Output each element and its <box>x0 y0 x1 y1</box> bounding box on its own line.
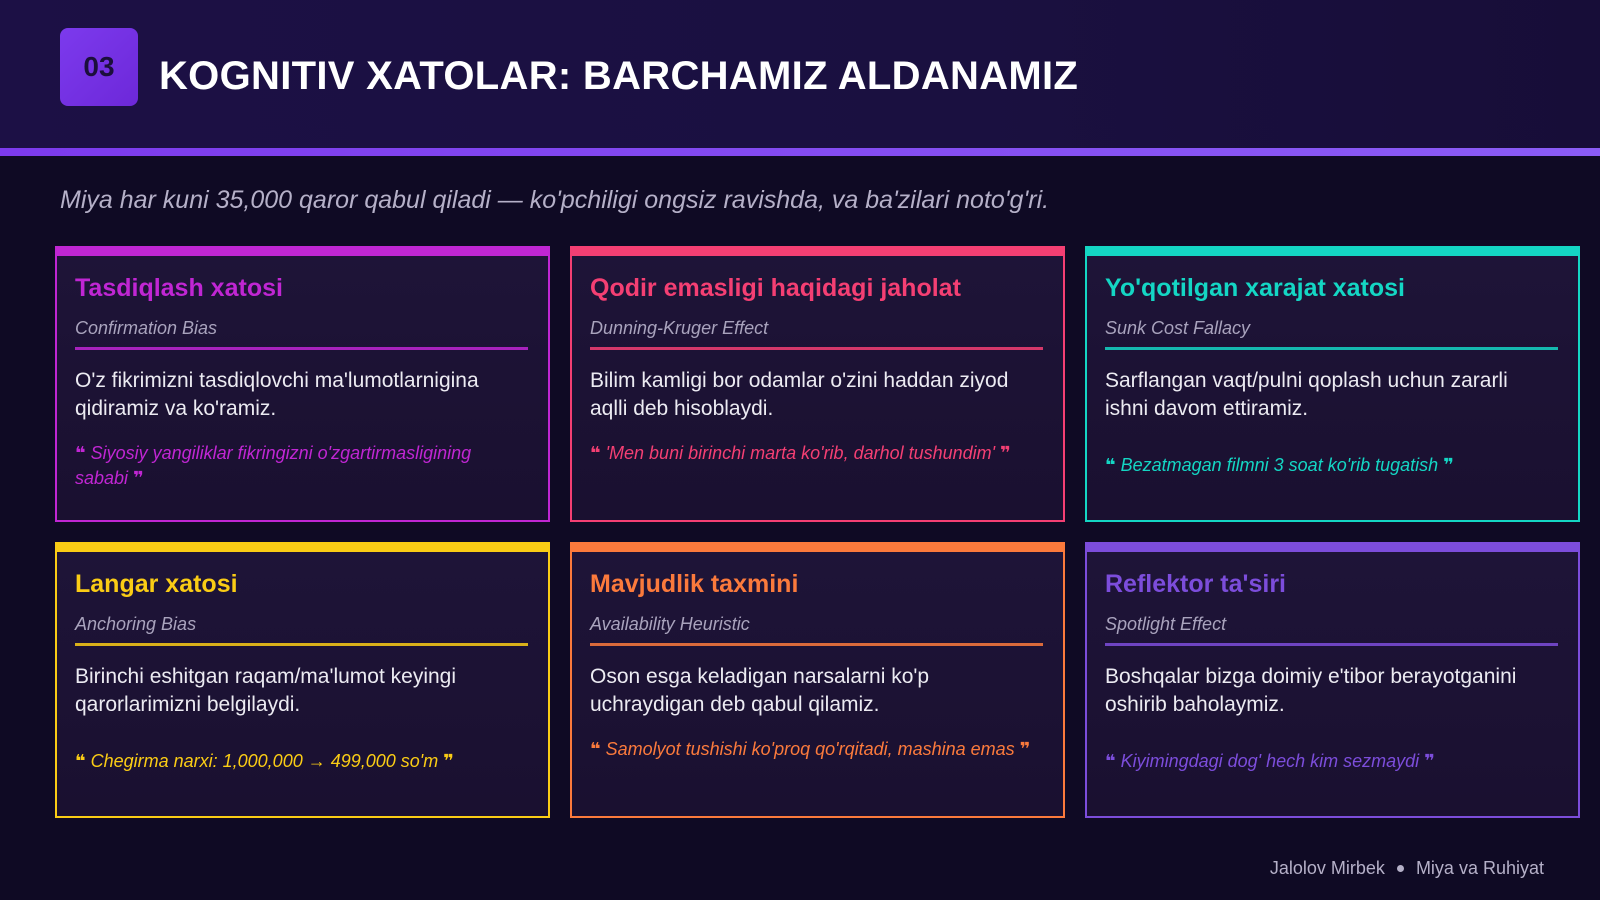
card-english-name: Dunning-Kruger Effect <box>590 318 769 338</box>
card-divider <box>1105 643 1558 646</box>
card-confirmation-bias <box>55 246 550 522</box>
open-quote-icon: ❝ <box>1105 751 1116 771</box>
card-example-text: Chegirma narxi: 1,000,000 → 499,000 so'm <box>90 751 439 771</box>
card-accent-bar <box>1085 246 1580 256</box>
open-quote-icon: ❝ <box>590 739 601 759</box>
card-dunning-kruger <box>570 246 1065 522</box>
card-example <box>75 749 525 774</box>
card-accent-bar <box>570 246 1065 256</box>
card-accent-bar <box>1085 542 1580 552</box>
card-english-name: Availability Heuristic <box>590 614 750 634</box>
card-example-text: Kiyimingdagi dog' hech kim sezmaydi <box>1120 751 1420 771</box>
card-example-text: Siyosiy yangiliklar fikringizni o'zgartirmasligining sababi <box>75 443 472 488</box>
open-quote-icon: ❝ <box>1105 455 1116 475</box>
card-description: Boshqalar bizga doimiy e'tibor berayotganini oshirib baholaymiz. <box>1105 665 1517 716</box>
card-sunk-cost <box>1085 246 1580 522</box>
card-title: Yo'qotilgan xarajat xatosi <box>1105 274 1405 302</box>
close-quote-icon: ❞ <box>1000 443 1011 463</box>
section-number-badge: 03 <box>60 28 138 106</box>
card-example-text: Bezatmagan filmni 3 soat ko'rib tugatish <box>1120 455 1439 475</box>
card-description: Sarflangan vaqt/pulni qoplash uchun zararli ishni davom ettiramiz. <box>1105 369 1508 420</box>
close-quote-icon: ❞ <box>133 468 144 488</box>
bullet-dot-icon <box>1397 865 1404 872</box>
slide-subtitle: Miya har kuni 35,000 qaror qabul qiladi — ko'pchiligi ongsiz ravishda, va ba'zilari noto'g'ri. <box>60 186 1050 214</box>
card-anchoring-bias <box>55 542 550 818</box>
slide-footer <box>1270 858 1544 879</box>
close-quote-icon: ❞ <box>1424 751 1435 771</box>
card-availability-heuristic <box>570 542 1065 818</box>
card-title: Reflektor ta'siri <box>1105 570 1287 598</box>
open-quote-icon: ❝ <box>590 443 601 463</box>
card-title: Qodir emasligi haqidagi jaholat <box>590 274 961 302</box>
card-description: Bilim kamligi bor odamlar o'zini haddan ziyod aqlli deb hisoblaydi. <box>590 369 1009 420</box>
card-english-name: Spotlight Effect <box>1105 614 1227 634</box>
card-description: Birinchi eshitgan raqam/ma'lumot keyingi qarorlarimizni belgilaydi. <box>75 665 457 716</box>
open-quote-icon: ❝ <box>75 443 86 463</box>
close-quote-icon: ❞ <box>443 751 454 771</box>
card-title: Langar xatosi <box>75 570 238 598</box>
card-example-text: 'Men buni birinchi marta ko'rib, darhol tushundim' <box>605 443 996 463</box>
card-accent-bar <box>570 542 1065 552</box>
card-example <box>1105 453 1555 478</box>
card-accent-bar <box>55 246 550 256</box>
footer-course: Miya va Ruhiyat <box>1415 858 1544 878</box>
card-title: Mavjudlik taxmini <box>590 570 799 598</box>
card-description: Oson esga keladigan narsalarni ko'p uchraydigan deb qabul qilamiz. <box>590 665 930 716</box>
card-english-name: Anchoring Bias <box>75 614 197 634</box>
card-divider <box>1105 347 1558 350</box>
close-quote-icon: ❞ <box>1443 455 1454 475</box>
card-example <box>75 441 525 491</box>
open-quote-icon: ❝ <box>75 751 86 771</box>
card-spotlight-effect <box>1085 542 1580 818</box>
card-description: O'z fikrimizni tasdiqlovchi ma'lumotlarnigina qidiramiz va ko'ramiz. <box>75 369 479 420</box>
card-example <box>590 441 1040 466</box>
card-example-text: Samolyot tushishi ko'proq qo'rqitadi, mashina emas <box>605 739 1015 759</box>
header-accent-bar <box>0 148 1600 156</box>
card-accent-bar <box>55 542 550 552</box>
card-divider <box>75 643 528 646</box>
card-example <box>1105 749 1555 774</box>
card-english-name: Confirmation Bias <box>75 318 218 338</box>
card-divider <box>590 347 1043 350</box>
card-english-name: Sunk Cost Fallacy <box>1105 318 1251 338</box>
close-quote-icon: ❞ <box>1019 739 1031 759</box>
card-divider <box>75 347 528 350</box>
card-example <box>590 737 1040 762</box>
card-title: Tasdiqlash xatosi <box>75 274 283 302</box>
slide-title: KOGNITIV XATOLAR: BARCHAMIZ ALDANAMIZ <box>159 54 1079 98</box>
footer-author: Jalolov Mirbek <box>1269 858 1385 878</box>
card-divider <box>590 643 1043 646</box>
